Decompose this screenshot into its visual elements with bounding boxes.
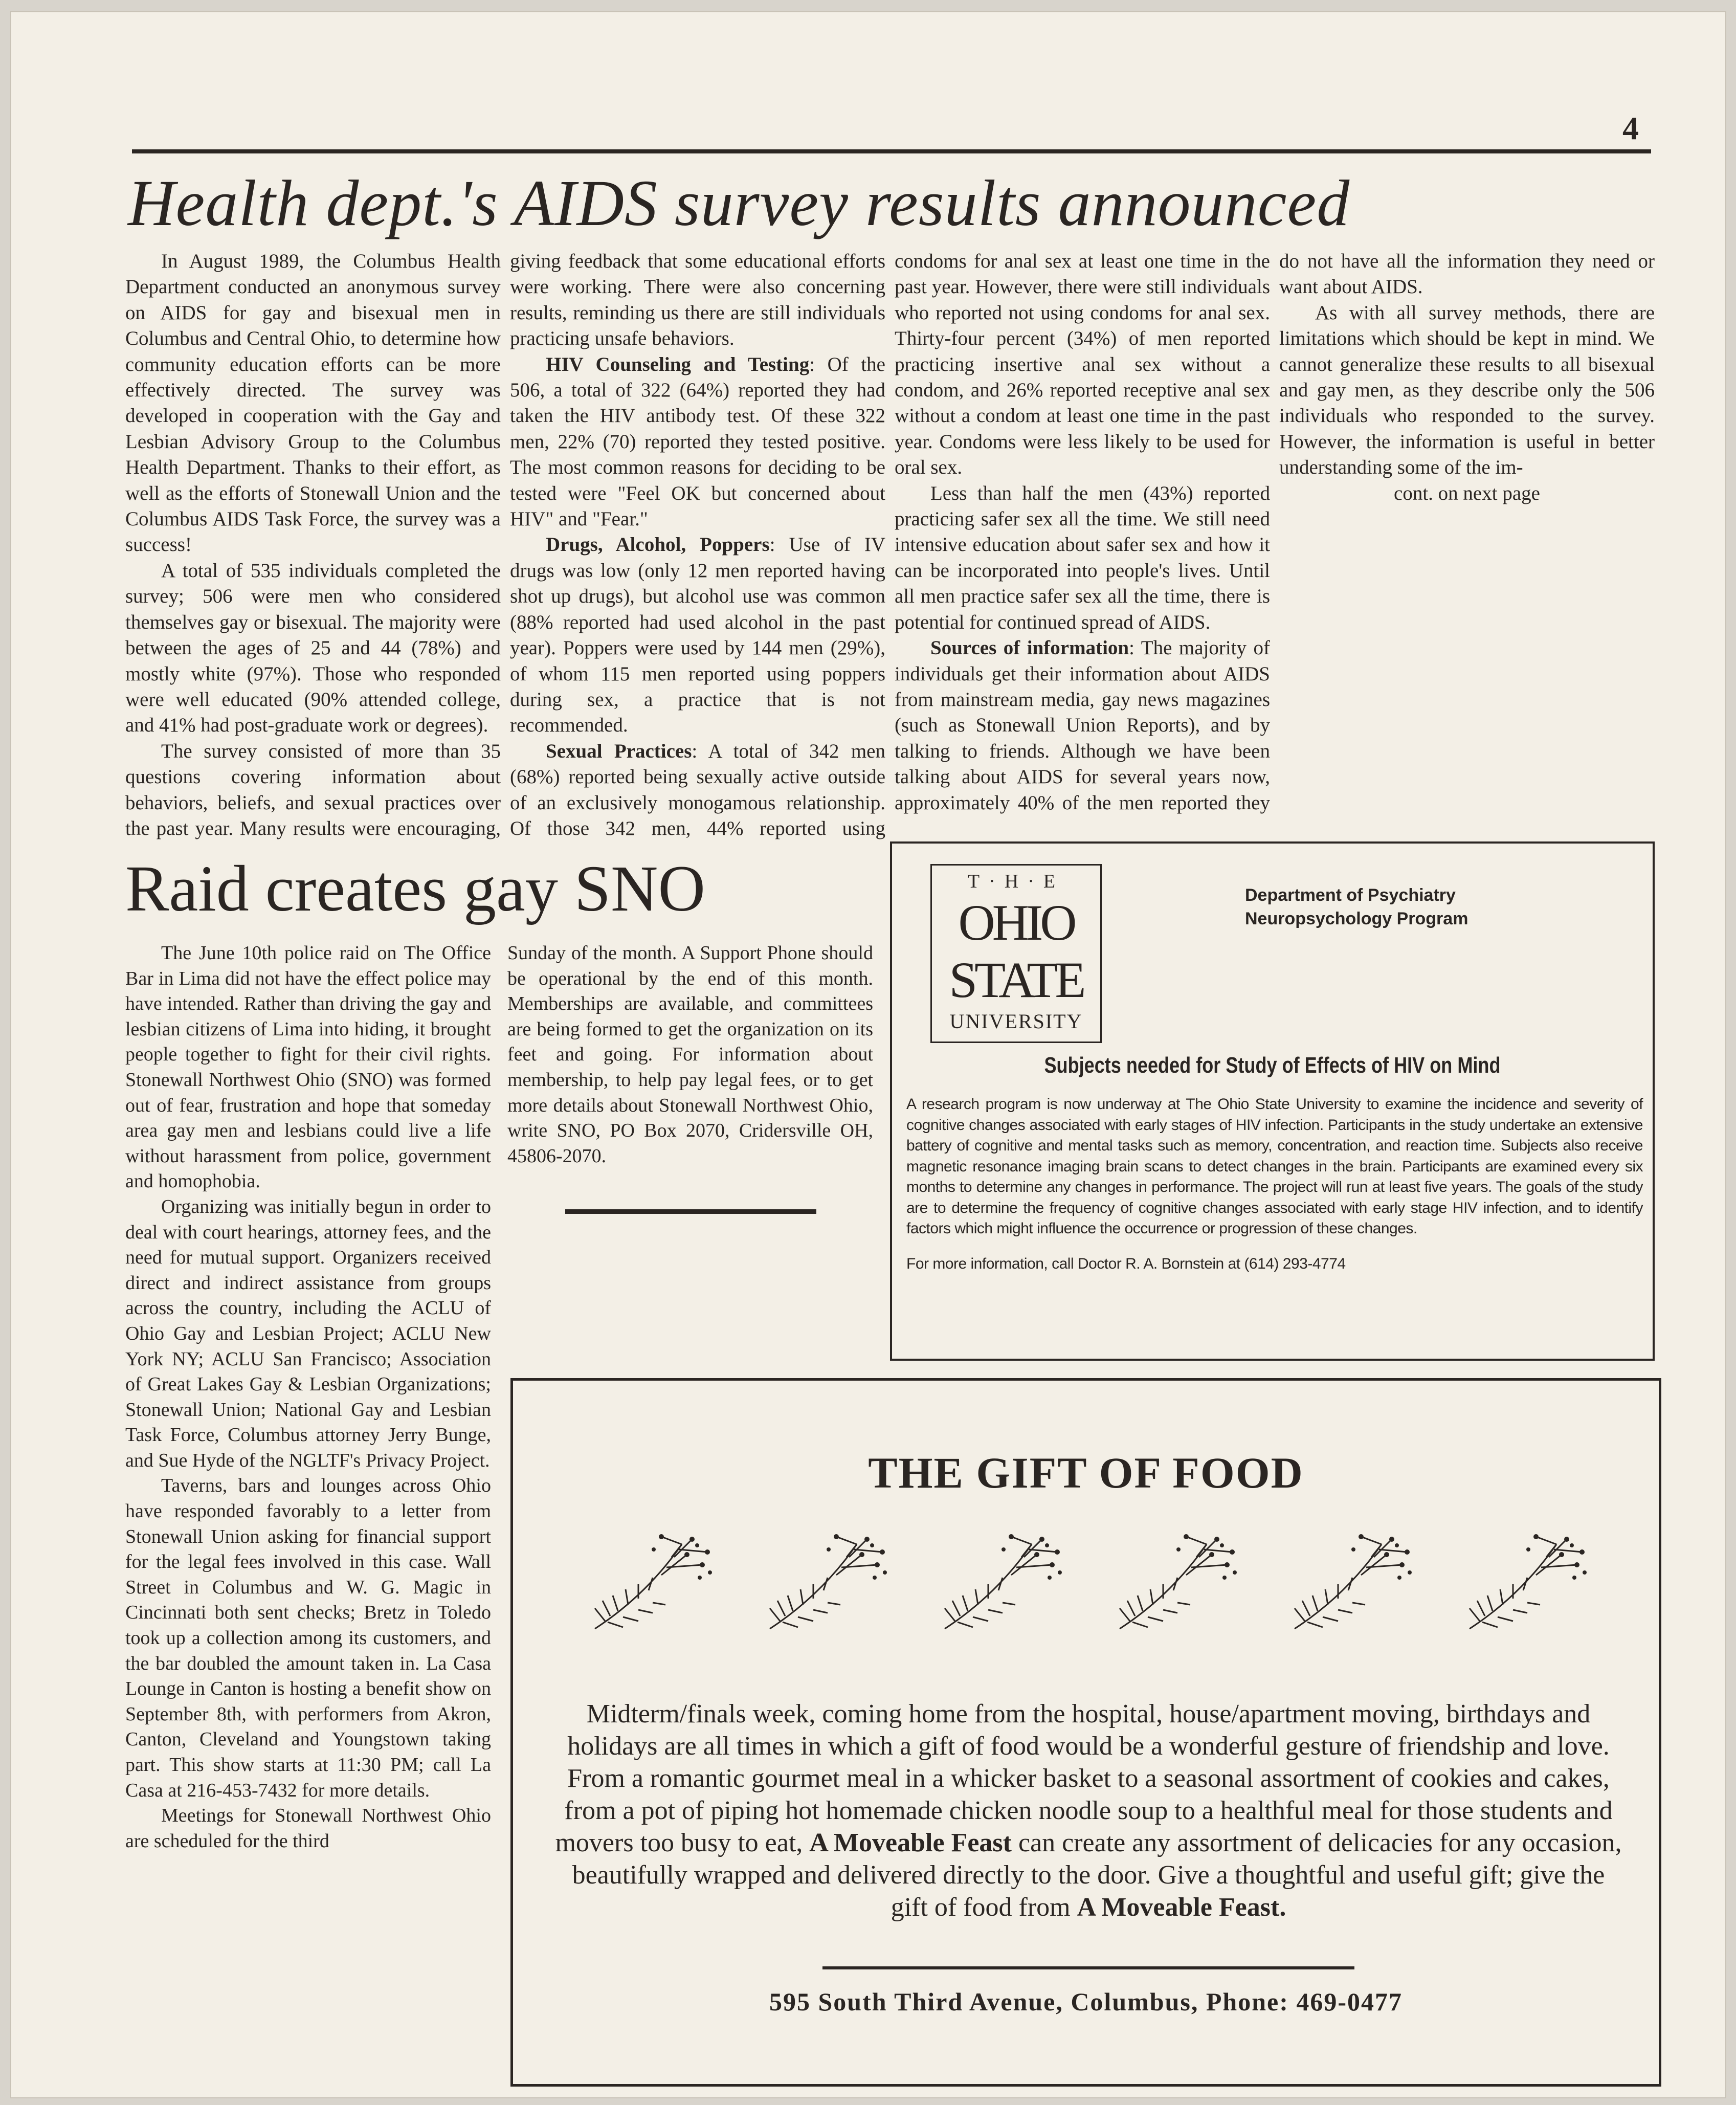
paragraph-text: : Of the 506, a total of 322 (64%) reported they had taken the HIV antibody test. Of these 322 men, 22% (70) reported they tested positive. The most common reasons for deciding to be tested were "Feel OK but concerned about HIV" and "Fear." bbox=[510, 353, 885, 530]
article-paragraph bbox=[895, 481, 1270, 635]
ad-contact: For more information, call Doctor R. A. Bornstein at (614) 293-4774 bbox=[906, 1255, 1346, 1272]
logo-the: T·H·E bbox=[967, 871, 1065, 892]
department-name: Department of Psychiatry bbox=[1245, 885, 1456, 905]
ad-text-block bbox=[906, 1094, 1643, 1274]
paragraph-text: The survey consisted of more than 35 questions covering information about behaviors, beliefs, and sexual practices over the past year. Many results were encouraging, giving feedback that some educational efforts were working. There were also concerning results, reminding us there are still individuals practicing unsafe behaviors. bbox=[125, 250, 885, 839]
program-name: Neuropsychology Program bbox=[1245, 909, 1468, 928]
logo-university: UNIVERSITY bbox=[949, 1010, 1083, 1033]
dill-sprig-icon bbox=[934, 1534, 1067, 1631]
paragraph-text: In August 1989, the Columbus Health Department conducted an anonymous survey on AIDS for gay and bisexual men in Columbus and Central Ohio, to determine how community education efforts can be more effectively directed. The survey was developed in cooperation with the Gay and Lesbian Advisory Group to the Columbus Health Department. Thanks to their effort, as well as the efforts of Stonewall Union and the Columbus AIDS Task Force, the survey was a success! bbox=[125, 250, 501, 556]
raid-paragraph: Organizing was initially begun in order to deal with court hearings, attorney fees, and the need for mutual support. Organizers received direct and indirect assistance from groups across the country, including the ACLU of Ohio Gay and Lesbian Project; ACLU New York NY; ACLU San Francisco; Association of Great Lakes Gay & Lesbian Organizations; Stonewall Union; National Gay and Lesbian Task Force, Columbus attorney Jerry Bunge, and Sue Hyde of the NGLTF's Privacy Project. bbox=[125, 1195, 491, 1471]
gift-of-food-ad bbox=[510, 1378, 1661, 2087]
article-headline-aids-survey: Health dept.'s AIDS survey results announced bbox=[128, 167, 1350, 239]
raid-paragraph: Sunday of the month. A Support Phone should be operational by the end of this month. Memberships are available, and committees are being formed to get the organization on its feet and going. For information about membership, to help pay legal fees, or to get more details about Stonewall Northwest Ohio, write SNO, PO Box 2070, Cridersville OH, 45806-2070. bbox=[507, 942, 873, 1167]
paragraph-text: A total of 535 individuals completed the survey; 506 were men who considered themselves gay or bisexual. The majority were between the ages of 25 and 44 (78%) and mostly white (97%). Those who responded were well educated (90% attended college, and 41% had post-graduate work or degrees). bbox=[125, 559, 501, 737]
osu-study-ad bbox=[890, 841, 1655, 1361]
logo-ohio: OHIO bbox=[958, 894, 1074, 951]
brand-name: A Moveable Feast. bbox=[1077, 1893, 1286, 1922]
ohio-state-logo bbox=[930, 864, 1102, 1043]
ad-divider bbox=[822, 1966, 1354, 1969]
logo-state: STATE bbox=[949, 951, 1083, 1008]
dill-sprig-icon bbox=[760, 1534, 893, 1631]
paragraph-text: : Use of IV drugs was low (only 12 men reported having shot up drugs), but alcohol use was common (88% reported had used alcohol in the past year). Poppers were used by 144 men (29%), of whom 115 men reported using poppers during sex, a practice that is not recommended. bbox=[510, 534, 885, 737]
paragraph-lead: HIV Counseling and Testing bbox=[546, 353, 810, 375]
ad-title: THE GIFT OF FOOD bbox=[868, 1448, 1304, 1497]
raid-article-column-1 bbox=[125, 941, 491, 1854]
department-info bbox=[1245, 883, 1468, 930]
article-paragraph bbox=[125, 249, 501, 558]
paragraph-lead: Sources of information bbox=[930, 637, 1129, 659]
article-headline-raid: Raid creates gay SNO bbox=[125, 852, 705, 925]
article-body-aids-survey bbox=[125, 249, 1655, 842]
ad-title: Subjects needed for Study of Effects of HIV on Mind bbox=[1044, 1053, 1501, 1078]
header-rule bbox=[132, 149, 1651, 153]
ad-body bbox=[554, 1698, 1623, 1923]
raid-paragraph: Taverns, bars and lounges across Ohio have responded favorably to a letter from Stonewall Union asking for financial support for the legal fees involved in this case. Wall Street in Columbus and W. G. Magic in Cincinnati both sent checks; Bretz in Toledo took up a collection among its customers, and the bar doubled the amount taken in. La Casa Lounge in Canton is hosting a benefit show on September 8th, with performers from Akron, Canton, Cleveland and Youngstown taking part. This show starts at 11:30 PM; call La Casa at 216-453-7432 for more details. bbox=[125, 1475, 491, 1801]
article-end-rule bbox=[565, 1209, 816, 1214]
newspaper-page bbox=[10, 11, 1726, 2098]
brand-name: A Moveable Feast bbox=[809, 1828, 1012, 1857]
dill-sprig-icon bbox=[1459, 1534, 1592, 1631]
paragraph-lead: Drugs, Alcohol, Poppers bbox=[546, 534, 770, 556]
ad-text: can create any assortment of delicacies for any occasion, beautifully wrapped and delivered directly to the door. Give a thoughtful and useful gift; give the gift of food from bbox=[572, 1828, 1622, 1922]
paragraph-text: : A total of 342 men (68%) reported being sexually active outside of an exclusively monogamous relationship. Of those 342 men, 44% reported using condoms for anal sex at least one time in the past year. However, there were still individuals who reported not using condoms for anal sex. Thirty-four percent (34%) of men reported practicing insertive anal sex without a condom, and 26% reported receptive anal sex without a condom at least one time in the past year. Condoms were less likely to be used for oral sex. bbox=[510, 250, 1270, 839]
ad-text: Midterm/finals week, coming home from the hospital, house/apartment moving, birthdays and holidays are all times in which a gift of food would be a wonderful gesture of friendship and love. From a romantic gourmet meal in a whicker basket to a seasonal assortment of cookies and cakes, from a pot of piping hot homemade chicken noodle soup to a healthful meal for those students and movers too busy to eat, bbox=[555, 1699, 1613, 1857]
dill-illustrations bbox=[585, 1534, 1592, 1631]
dill-sprig-icon bbox=[1109, 1534, 1242, 1631]
raid-article-column-2 bbox=[507, 941, 873, 1169]
article-paragraph bbox=[510, 532, 885, 738]
paragraph-text: Less than half the men (43%) reported practicing safer sex all the time. We still need intensive education about safer sex and how it can be incorporated into people's lives. Until all men practice safer sex all the time, there is potential for continued spread of AIDS. bbox=[895, 482, 1270, 633]
paragraph-text: : The majority of individuals get their information about AIDS from mainstream media, gay news magazines (such as Stonewall Union Reports), and by talking to friends. Although we have been talking about AIDS for several years now, approximately 40% of the men reported they do not have all the information they need or want about AIDS. bbox=[895, 250, 1655, 814]
article-paragraph bbox=[125, 558, 501, 739]
raid-paragraph: The June 10th police raid on The Office Bar in Lima did not have the effect police may have intended. Rather than driving the gay and lesbian citizens of Lima into hiding, it brought people together to fight for their civil rights. Stonewall Northwest Ohio (SNO) was formed out of fear, frustration and hope that someday area gay men and lesbians could live a life without harassment from police, government and homophobia. bbox=[125, 942, 491, 1192]
ad-body: A research program is now underway at The Ohio State University to examine the incidence and severity of cognitive changes associated with early stages of HIV infection. Participants in the study undertake an extensive battery of cognitive and mental tasks such as memory, concentration, and reaction time. Subjects also receive magnetic resonance imaging brain scans to detect changes in the brain. Participants are examined every six months to determine any changes in performance. The project will run at least five years. The goals of the study are to determine the frequency of cognitive changes associated with early stage HIV infection, and to identify factors which might influence the occurrence or progression of these changes. bbox=[906, 1096, 1643, 1237]
paragraph-lead: Sexual Practices bbox=[546, 740, 692, 762]
continued-note: cont. on next page bbox=[1394, 482, 1540, 504]
article-paragraph bbox=[510, 352, 885, 533]
dill-sprig-icon bbox=[1284, 1534, 1417, 1631]
article-paragraph bbox=[1279, 300, 1655, 481]
ad-address: 595 South Third Avenue, Columbus, Phone: 469-0477 bbox=[769, 1987, 1403, 2016]
raid-paragraph: Meetings for Stonewall Northwest Ohio are scheduled for the third bbox=[125, 1805, 491, 1852]
paragraph-text: As with all survey methods, there are limitations which should be kept in mind. We cannot generalize these results to all bisexual and gay men, as they describe only the 506 individuals who responded to the survey. However, the information is useful in better understanding some of the im- bbox=[1279, 301, 1655, 479]
page-number: 4 bbox=[1622, 110, 1639, 146]
dill-sprig-icon bbox=[585, 1534, 718, 1631]
